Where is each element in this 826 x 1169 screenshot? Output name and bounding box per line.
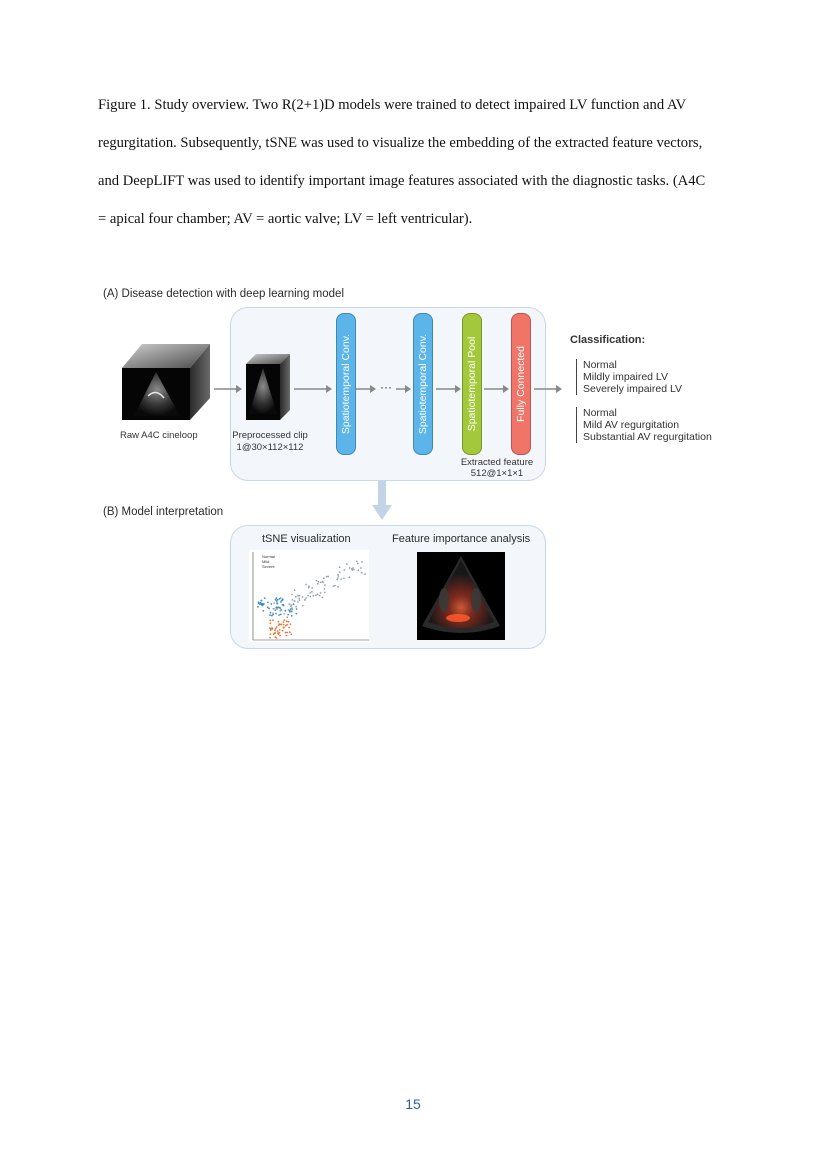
caption-line-2: regurgitation. Subsequently, tSNE was used to visualize the embedding of the extracted feature vectors, (98, 135, 703, 151)
av-class-normal: Normal (583, 407, 617, 419)
tsne-point (262, 610, 264, 612)
tsne-point (259, 602, 261, 604)
tsne-point (322, 597, 324, 599)
tsne-point (324, 584, 326, 586)
av-class-substantial: Substantial AV regurgitation (583, 431, 712, 443)
tsne-point (281, 609, 283, 611)
conv-block-1-label: Spatiotemporal Conv. (340, 333, 352, 435)
importance-title: Feature importance analysis (392, 533, 531, 545)
tsne-point (357, 563, 359, 565)
pool-block (462, 313, 482, 455)
tsne-point (285, 625, 287, 627)
tsne-point (281, 600, 283, 602)
tsne-point (275, 597, 277, 599)
tsne-point (270, 612, 272, 614)
tsne-point (267, 602, 269, 604)
tsne-point (290, 623, 292, 625)
tsne-point (293, 603, 295, 605)
tsne-point (271, 628, 273, 630)
tsne-point (296, 608, 298, 610)
tsne-legend-mild: Mild (262, 559, 270, 564)
tsne-point (296, 613, 298, 615)
section-a-title: (A) Disease detection with deep learning model (103, 288, 344, 300)
tsne-point (276, 626, 278, 628)
tsne-point (291, 615, 293, 617)
tsne-point (268, 608, 270, 610)
tsne-point (282, 630, 284, 632)
tsne-point (282, 604, 284, 606)
tsne-point (320, 582, 322, 584)
tsne-point (294, 600, 296, 602)
tsne-point (280, 614, 282, 616)
av-class-list (576, 407, 712, 443)
caption-line-4: = apical four chamber; AV = aortic valve; LV = left ventricular). (98, 211, 473, 227)
tsne-point (315, 594, 317, 596)
tsne-point (274, 632, 276, 634)
tsne-point (297, 601, 299, 603)
tsne-point (317, 593, 319, 595)
caption-line-1: Figure 1. Study overview. Two R(2+1)D models were trained to detect impaired LV function and AV (98, 97, 687, 113)
tsne-point (290, 608, 292, 610)
classification-title: Classification: (570, 334, 646, 346)
tsne-point (279, 629, 281, 631)
conv-block-2 (413, 313, 433, 455)
tsne-point (279, 635, 281, 637)
tsne-point (269, 637, 271, 639)
tsne-point (279, 598, 281, 600)
raw-cineloop-label: Raw A4C cineloop (120, 430, 198, 441)
tsne-point (270, 622, 272, 624)
tsne-point (274, 629, 276, 631)
tsne-point (319, 595, 321, 597)
clip-dimensions-label: 1@30×112×112 (236, 442, 304, 453)
extracted-feature-label: Extracted feature (460, 457, 534, 468)
tsne-point (286, 635, 288, 637)
tsne-point (302, 596, 304, 598)
tsne-point (326, 576, 328, 578)
tsne-point (272, 619, 274, 621)
tsne-point (278, 614, 280, 616)
tsne-point (270, 633, 272, 635)
tsne-point (287, 614, 289, 616)
tsne-point (279, 632, 281, 634)
tsne-point (338, 575, 340, 577)
tsne-point (343, 577, 345, 579)
tsne-point (286, 632, 288, 634)
pool-block-label: Spatiotemporal Pool (466, 336, 478, 432)
tsne-point (273, 633, 275, 635)
ellipsis: ··· (380, 380, 392, 394)
preprocessed-clip-cube (246, 354, 290, 420)
page-number: 15 (405, 1096, 421, 1112)
tsne-point (277, 599, 279, 601)
tsne-point (361, 561, 363, 563)
tsne-point (283, 624, 285, 626)
caption-line-3: and DeepLIFT was used to identify important image features associated with the diagnostic tasks. (A4C (98, 173, 706, 189)
tsne-point (276, 603, 278, 605)
tsne-point (299, 599, 301, 601)
tsne-point (291, 594, 293, 596)
tsne-point (311, 587, 313, 589)
tsne-point (281, 623, 283, 625)
tsne-point (295, 606, 297, 608)
tsne-point (294, 589, 296, 591)
tsne-point (322, 581, 324, 583)
tsne-point (324, 592, 326, 594)
fc-block-label: Fully Connected (515, 346, 527, 422)
tsne-point (261, 605, 263, 607)
tsne-point (327, 576, 329, 578)
tsne-point (349, 576, 351, 578)
tsne-point (289, 632, 291, 634)
tsne-point (273, 602, 275, 604)
tsne-point (290, 605, 292, 607)
feature-importance-image (417, 552, 505, 640)
conv-block-2-label: Spatiotemporal Conv. (417, 333, 429, 435)
tsne-point (288, 627, 290, 629)
tsne-point (312, 595, 314, 597)
tsne-point (298, 598, 300, 600)
tsne-point (275, 628, 277, 630)
tsne-point (267, 607, 269, 609)
tsne-point (289, 603, 291, 605)
tsne-legend-normal: Normal (262, 554, 275, 559)
tsne-point (269, 614, 271, 616)
tsne-point (283, 621, 285, 623)
lv-class-list (576, 359, 682, 395)
tsne-point (346, 563, 348, 565)
tsne-point (316, 580, 318, 582)
section-b-title: (B) Model interpretation (103, 506, 224, 518)
tsne-point (324, 588, 326, 590)
tsne-point (290, 634, 292, 636)
down-arrow-icon (372, 481, 392, 520)
tsne-point (270, 629, 272, 631)
tsne-point (283, 613, 285, 615)
tsne-point (284, 610, 286, 612)
tsne-point (339, 566, 341, 568)
tsne-point (309, 596, 311, 598)
tsne-point (320, 592, 322, 594)
tsne-point (337, 586, 339, 588)
tsne-point (307, 595, 309, 597)
tsne-point (286, 616, 288, 618)
tsne-point (292, 599, 294, 601)
tsne-point (291, 611, 293, 613)
tsne-point (305, 584, 307, 586)
tsne-title: tSNE visualization (262, 533, 351, 545)
tsne-point (278, 624, 280, 626)
tsne-point (275, 613, 277, 615)
tsne-point (285, 632, 287, 634)
tsne-point (302, 605, 304, 607)
tsne-point (364, 573, 366, 575)
tsne-point (317, 583, 319, 585)
tsne-point (286, 621, 288, 623)
tsne-point (278, 633, 280, 635)
tsne-point (260, 600, 262, 602)
preprocessed-clip-label: Preprocessed clip (232, 430, 308, 441)
av-class-mild: Mild AV regurgitation (583, 419, 680, 431)
tsne-point (361, 572, 363, 574)
tsne-point (323, 577, 325, 579)
conv-block-1 (336, 313, 356, 455)
tsne-point (271, 615, 273, 617)
fc-block (511, 313, 531, 455)
tsne-point (257, 606, 259, 608)
tsne-point (358, 569, 360, 571)
tsne-point (276, 637, 278, 639)
lv-class-normal: Normal (583, 359, 617, 371)
tsne-point (336, 579, 338, 581)
tsne-point (304, 599, 306, 601)
tsne-point (309, 592, 311, 594)
tsne-point (278, 621, 280, 623)
tsne-point (276, 606, 278, 608)
tsne-point (299, 595, 301, 597)
tsne-point (284, 619, 286, 621)
tsne-point (344, 569, 346, 571)
tsne-point (353, 569, 355, 571)
tsne-point (258, 602, 260, 604)
tsne-point (356, 561, 358, 563)
raw-cineloop-cube (122, 344, 210, 420)
lv-class-severe: Severely impaired LV (583, 383, 683, 395)
lv-class-mild: Mildly impaired LV (583, 371, 668, 383)
tsne-point (360, 567, 362, 569)
tsne-point (270, 603, 272, 605)
tsne-point (274, 609, 276, 611)
tsne-legend-severe: Severe (262, 564, 275, 569)
feature-dimensions-label: 512@1×1×1 (470, 468, 524, 479)
tsne-point (311, 591, 313, 593)
tsne-point (340, 578, 342, 580)
tsne-point (339, 571, 341, 573)
tsne-point (272, 608, 274, 610)
tsne-point (277, 630, 279, 632)
tsne-point (292, 608, 294, 610)
tsne-point (305, 597, 307, 599)
tsne-point (283, 626, 285, 628)
tsne-point (269, 620, 271, 622)
tsne-point (308, 587, 310, 589)
tsne-point (264, 597, 266, 599)
tsne-point (295, 596, 297, 598)
tsne-point (349, 567, 351, 569)
tsne-point (277, 607, 279, 609)
tsne-point (334, 585, 336, 587)
tsne-point (288, 621, 290, 623)
tsne-legend (262, 554, 275, 569)
tsne-point (318, 581, 320, 583)
